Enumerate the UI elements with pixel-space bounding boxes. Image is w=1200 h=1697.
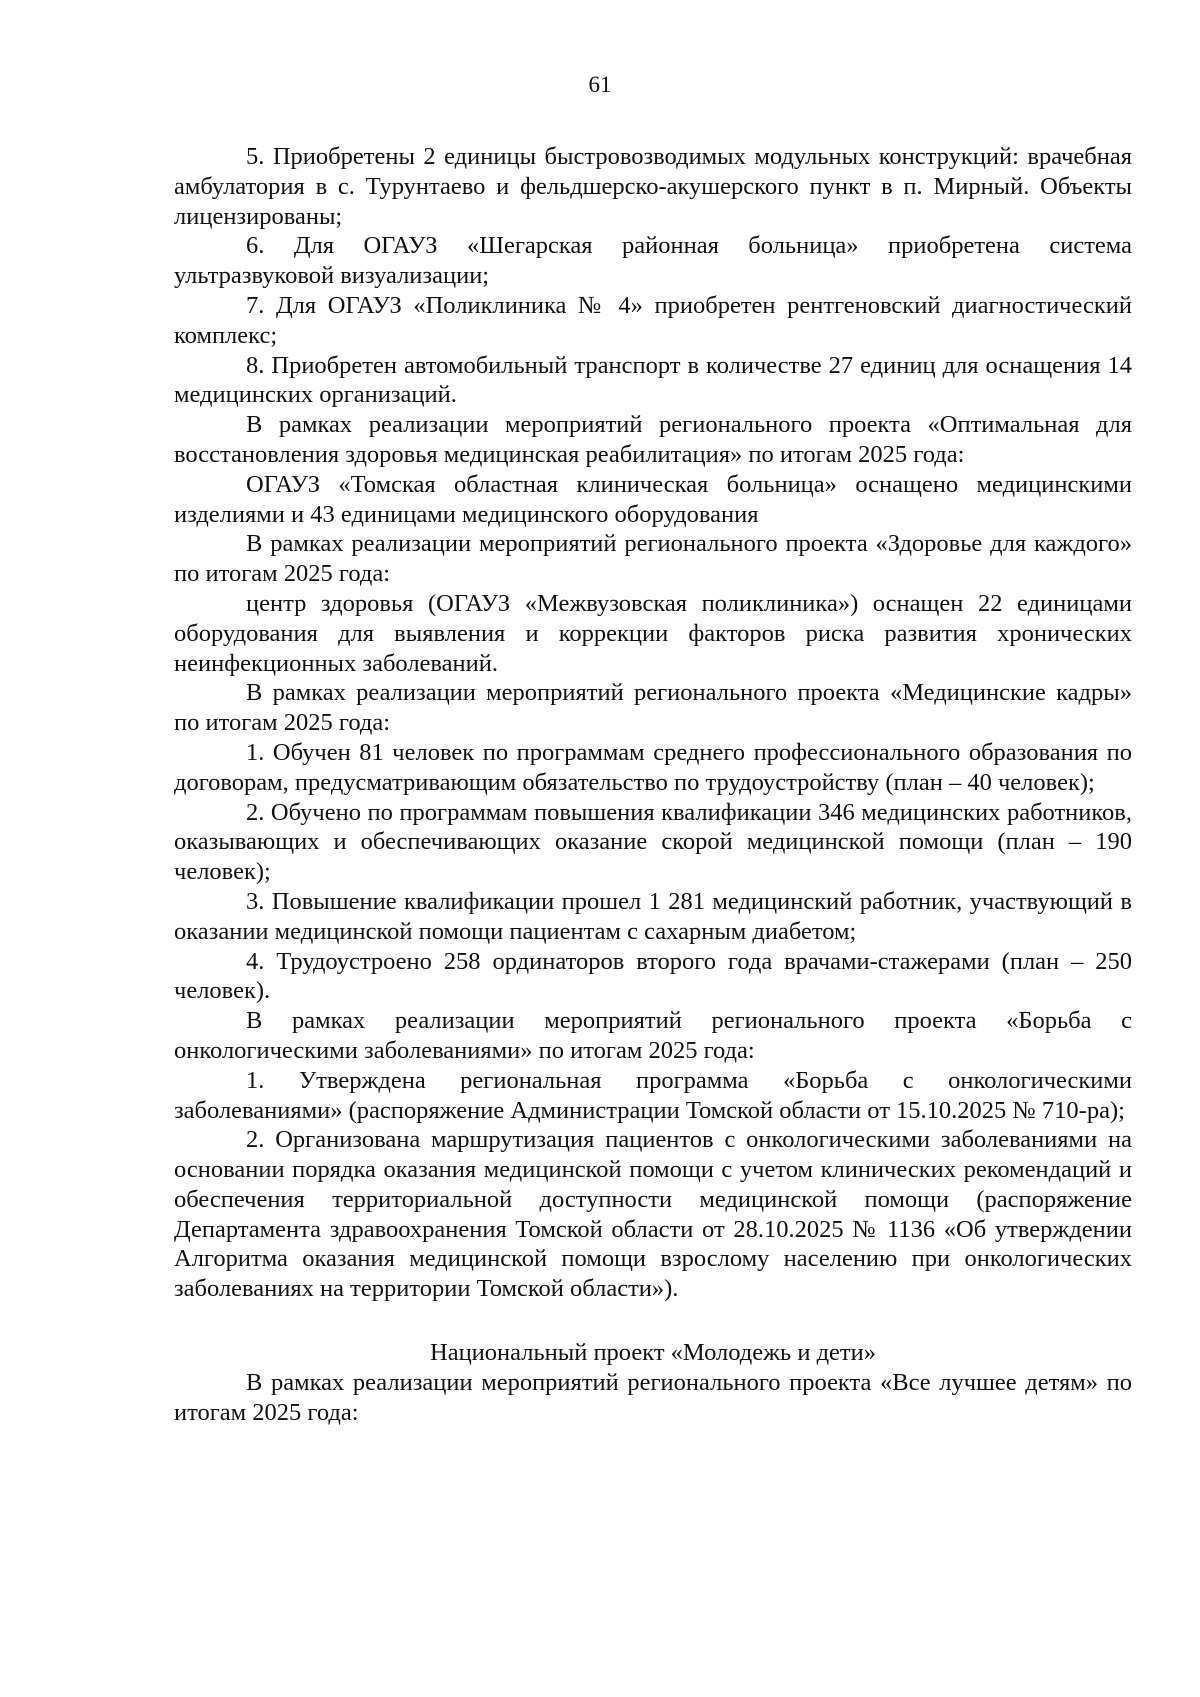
paragraph-medical-staff-project: В рамках реализации мероприятий регионального проекта «Медицинские кадры» по итогам 2025 года: [174, 679, 1132, 737]
paragraph-modular-buildings: 5. Приобретены 2 единицы быстровозводимых модульных конструкций: врачебная амбулатория в с. Турунтаево и фельдшерско-акушерского пункт в п. Мирный. Объекты лицензированы; [174, 143, 1132, 230]
paragraph-staff-employment-4: 4. Трудоустроено 258 ординаторов второго года врачами-стажерами (план – 250 человек). [174, 947, 1132, 1005]
paragraph-xray-complex: 7. Для ОГАУЗ «Поликлиника № 4» приобретен рентгеновский диагностический комплекс; [174, 291, 1132, 349]
paragraph-oncology-program: 1. Утверждена региональная программа «Борьба с онкологическими заболеваниями» (распоряжение Администрации Томской области от 15.10.2025 № 710-ра); [174, 1066, 1132, 1124]
paragraph-ultrasound-system: 6. Для ОГАУЗ «Шегарская районная больница» приобретена система ультразвуковой визуализации; [174, 232, 1132, 290]
paragraph-health-center-equipment: центр здоровья (ОГАУЗ «Межвузовская поликлиника») оснащен 22 единицами оборудования для выявления и коррекции факторов риска развития хронических неинфекционных заболеваний. [174, 589, 1132, 677]
paragraph-oncology-routing: 2. Организована маршрутизация пациентов с онкологическими заболеваниями на основании порядка оказания медицинской помощи с учетом клинических рекомендаций и обеспечения территориальной доступности медицинской помощи (распоряжение Департамента здравоохранения Томской области от 28.10.2025 № 1136 «Об утверждении Алгоритма оказания медицинской помощи взрослому населению при онкологических заболеваниях на территории Томской области»). [174, 1126, 1132, 1303]
paragraph-vehicles: 8. Приобретен автомобильный транспорт в количестве 27 единиц для оснащения 14 медицинских организаций. [174, 351, 1132, 409]
paragraph-staff-training-1: 1. Обучен 81 человек по программам среднего профессионального образования по договорам, предусматривающим обязательство по трудоустройству (план – 40 человек); [174, 738, 1132, 796]
page-number: 61 [588, 72, 612, 97]
paragraph-oncology-project: В рамках реализации мероприятий регионального проекта «Борьба с онкологическими заболеваниями» по итогам 2025 года: [174, 1007, 1132, 1064]
paragraph-staff-training-2: 2. Обучено по программам повышения квалификации 346 медицинских работников, оказывающих и обеспечивающих оказание скорой медицинской помощи (план – 190 человек); [174, 798, 1132, 886]
paragraph-best-for-children-project: В рамках реализации мероприятий регионального проекта «Все лучшее детям» по итогам 2025 года: [174, 1368, 1132, 1426]
paragraph-rehabilitation-project: В рамках реализации мероприятий регионального проекта «Оптимальная для восстановления здоровья медицинская реабилитация» по итогам 2025 года: [174, 411, 1132, 468]
section-heading: Национальный проект «Молодежь и дети» [430, 1339, 876, 1367]
paragraph-regional-hospital-equipment: ОГАУЗ «Томская областная клиническая больница» оснащено медицинскими изделиями и 43 единицами медицинского оборудования [174, 470, 1132, 528]
document-body [174, 142, 1132, 1427]
paragraph-staff-training-3: 3. Повышение квалификации прошел 1 281 медицинский работник, участвующий в оказании медицинской помощи пациентам с сахарным диабетом; [174, 887, 1132, 945]
paragraph-health-for-everyone-project: В рамках реализации мероприятий регионального проекта «Здоровье для каждого» по итогам 2025 года: [174, 530, 1132, 588]
